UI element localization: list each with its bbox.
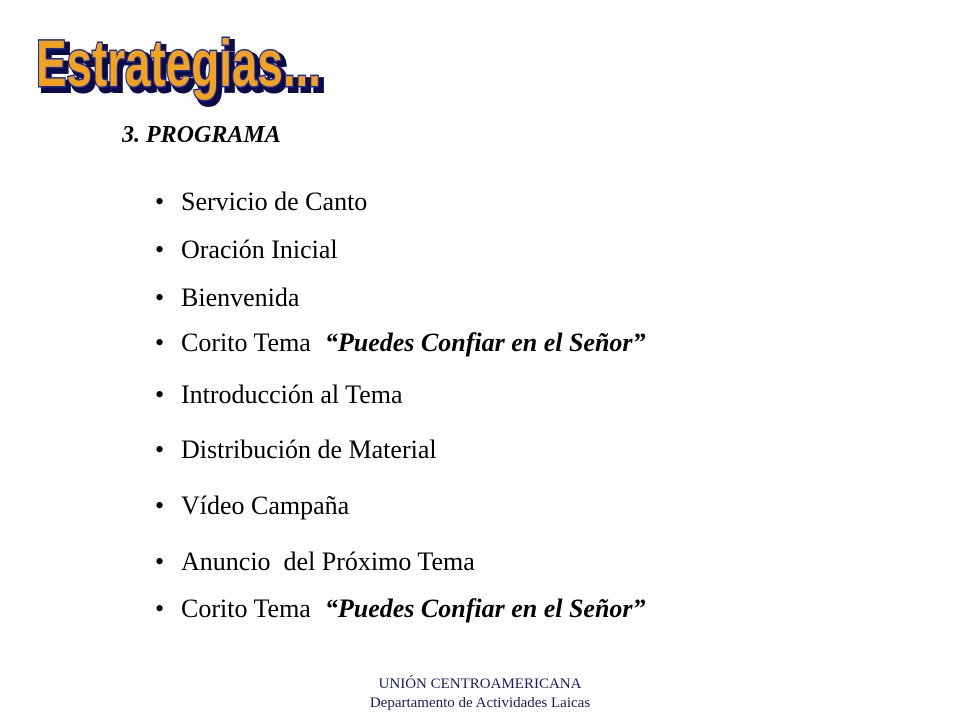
- item-quote: “Puedes Confiar en el Señor”: [324, 594, 646, 623]
- title-text: Estrategias...: [36, 26, 321, 100]
- title-shadow-text: Estrategias...: [40, 30, 325, 104]
- list-item: [155, 437, 437, 463]
- item-label: Distribución de Material: [181, 435, 437, 464]
- section-heading: 3. PROGRAMA: [122, 122, 281, 148]
- item-label: Oración Inicial: [181, 235, 338, 264]
- bullet-icon: •: [155, 491, 165, 520]
- footer: [0, 675, 960, 713]
- slide-title: [28, 16, 338, 108]
- item-label: Corito Tema: [181, 328, 311, 357]
- bullet-icon: •: [155, 328, 165, 357]
- item-label: Vídeo Campaña: [181, 491, 350, 520]
- bullet-icon: •: [155, 594, 165, 623]
- item-label: Introducción al Tema: [181, 380, 403, 409]
- list-item: [155, 549, 475, 575]
- bullet-icon: •: [155, 235, 165, 264]
- item-label: Corito Tema: [181, 594, 311, 623]
- list-item: [155, 285, 299, 311]
- list-item: [155, 382, 403, 408]
- item-label: Bienvenida: [181, 283, 300, 312]
- list-item: [155, 493, 349, 519]
- list-item: [155, 330, 646, 356]
- footer-org: UNIÓN CENTROAMERICANA: [378, 676, 582, 692]
- bullet-icon: •: [155, 380, 165, 409]
- item-label: Anuncio del Próximo Tema: [181, 547, 475, 576]
- list-item: [155, 189, 367, 215]
- footer-department: Departamento de Actividades Laicas: [369, 695, 591, 711]
- bullet-icon: •: [155, 435, 165, 464]
- list-item: [155, 596, 646, 622]
- item-quote: “Puedes Confiar en el Señor”: [324, 328, 646, 357]
- bullet-icon: •: [155, 547, 165, 576]
- item-label: Servicio de Canto: [181, 187, 368, 216]
- bullet-icon: •: [155, 283, 165, 312]
- list-item: [155, 237, 338, 263]
- bullet-icon: •: [155, 187, 165, 216]
